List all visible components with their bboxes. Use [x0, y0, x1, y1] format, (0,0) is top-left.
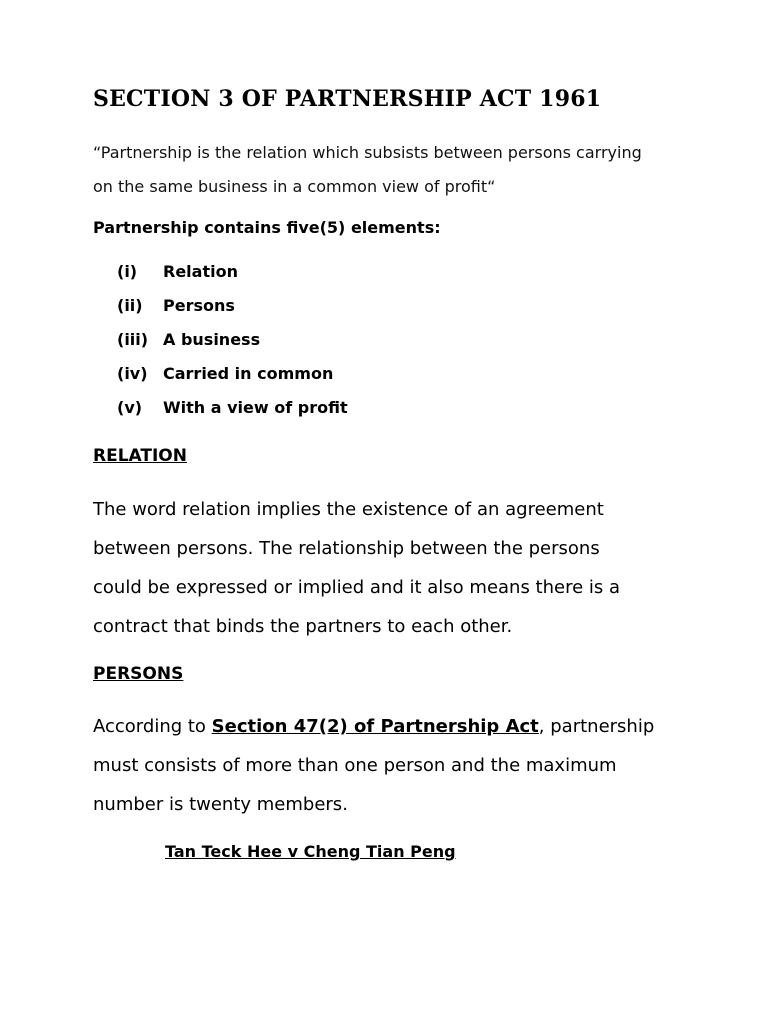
- list-item: [117, 296, 348, 330]
- relation-heading: RELATION: [93, 446, 187, 466]
- list-item: [117, 398, 348, 432]
- list-item: [117, 262, 348, 296]
- list-item-text: A business: [163, 330, 261, 349]
- relation-line-1: The word relation implies the existence of an agreement: [93, 499, 604, 520]
- relation-line-4: contract that binds the partners to each other.: [93, 616, 513, 637]
- page-title: SECTION 3 OF PARTNERSHIP ACT 1961: [93, 86, 602, 112]
- statute-reference: Section 47(2) of Partnership Act: [211, 716, 539, 737]
- list-item-number: (v): [117, 398, 143, 417]
- quote-line-1: “Partnership is the relation which subsists between persons carrying: [93, 143, 642, 162]
- persons-heading: PERSONS: [93, 664, 184, 684]
- persons-line-2: must consists of more than one person and the maximum: [93, 755, 617, 776]
- list-item: [117, 330, 348, 364]
- list-item: [117, 364, 348, 398]
- case-citation: Tan Teck Hee v Cheng Tian Peng: [165, 842, 456, 861]
- persons-line-1-prefix: According to: [93, 716, 212, 737]
- list-item-text: With a view of profit: [163, 398, 348, 417]
- list-item-number: (iii): [117, 330, 149, 349]
- list-item-text: Relation: [163, 262, 238, 281]
- list-item-text: Persons: [163, 296, 235, 315]
- list-item-number: (i): [117, 262, 138, 281]
- relation-paragraph: [93, 490, 713, 646]
- persons-line-3: number is twenty members.: [93, 794, 348, 815]
- list-item-number: (ii): [117, 296, 143, 315]
- list-item-text: Carried in common: [163, 364, 334, 383]
- persons-line-1: [93, 707, 713, 746]
- persons-line-1-suffix: , partnership: [538, 716, 655, 737]
- relation-line-2: between persons. The relationship between the persons: [93, 538, 600, 559]
- relation-line-3: could be expressed or implied and it also means there is a: [93, 577, 621, 598]
- definition-quote: [93, 136, 693, 204]
- persons-paragraph: [93, 707, 713, 824]
- elements-intro: Partnership contains five(5) elements:: [93, 218, 441, 237]
- list-item-number: (iv): [117, 364, 148, 383]
- quote-line-2: on the same business in a common view of profit“: [93, 177, 496, 196]
- elements-list: [117, 262, 348, 432]
